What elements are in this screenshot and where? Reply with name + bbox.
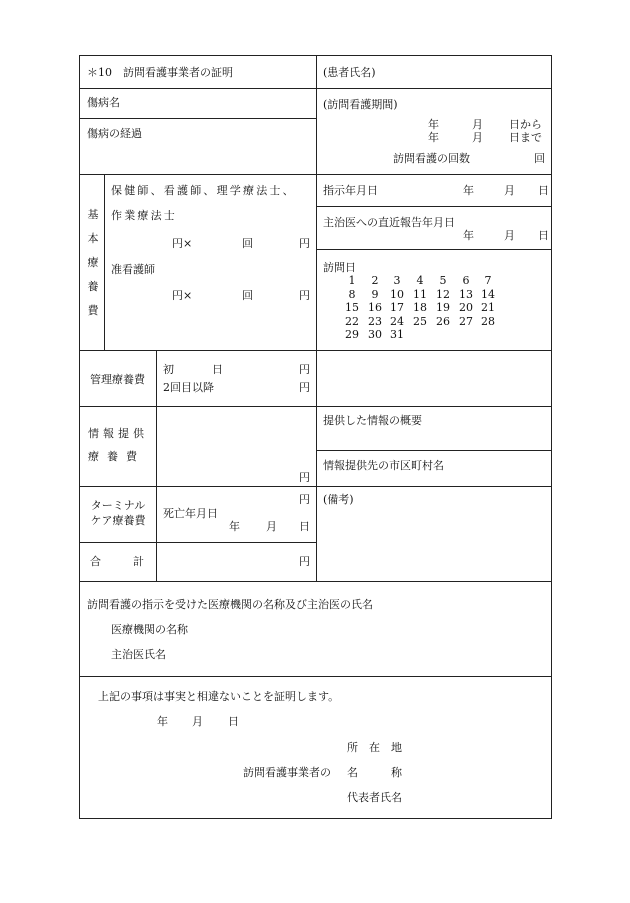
visit-day: 25 xyxy=(413,314,427,328)
terminal-fee-label-1: ターミナル xyxy=(90,499,146,512)
terminal-fee-label-2: ケア療養費 xyxy=(90,514,146,527)
rule xyxy=(80,118,317,119)
visit-day: 6 xyxy=(462,274,470,287)
visit-day: 3 xyxy=(393,274,401,287)
period-to-year: 年 xyxy=(428,131,439,144)
info-summary-label: 提供した情報の概要 xyxy=(323,414,422,427)
visit-day: 19 xyxy=(436,301,450,314)
visit-day: 22 xyxy=(345,314,359,328)
visit-day: 21 xyxy=(481,301,495,314)
visit-day: 29 xyxy=(345,328,359,341)
rule xyxy=(316,56,317,581)
instruction-year: 年 xyxy=(463,184,474,197)
death-date-label: 死亡年月日 xyxy=(163,507,218,520)
rule xyxy=(156,350,157,581)
visit-day: 15 xyxy=(345,301,359,314)
visit-day: 12 xyxy=(436,287,450,301)
instruction-day: 日 xyxy=(538,184,549,197)
info-municipality-label: 情報提供先の市区町村名 xyxy=(323,459,444,472)
period-to-day: 日まで xyxy=(509,131,542,144)
total-label-2: 計 xyxy=(133,555,144,568)
visit-day: 16 xyxy=(368,301,382,314)
visit-day: 26 xyxy=(436,314,450,328)
provider-label: 訪問看護事業者の xyxy=(243,766,331,779)
patient-name-label: (患者氏名) xyxy=(323,66,376,79)
period-to-month: 月 xyxy=(472,131,483,144)
visit-days-label: 訪問日 xyxy=(323,261,356,274)
rule xyxy=(317,450,551,451)
visit-day: 5 xyxy=(439,274,447,287)
cert-month: 月 xyxy=(192,715,203,728)
instruction-date-label: 指示年月日 xyxy=(323,184,378,197)
terminal-fee-yen: 円 xyxy=(299,493,310,506)
first-day-yen: 円 xyxy=(299,363,310,376)
period-from-year: 年 xyxy=(428,118,439,131)
rule xyxy=(104,174,105,350)
visit-count-unit: 回 xyxy=(534,152,545,165)
rule xyxy=(317,249,551,250)
visit-day: 11 xyxy=(413,287,427,301)
representative-label: 代表者氏名 xyxy=(347,791,402,804)
second-after-yen: 円 xyxy=(299,381,310,394)
cert-year: 年 xyxy=(157,715,168,728)
visit-day: 4 xyxy=(416,274,424,287)
visit-day: 23 xyxy=(368,314,382,328)
visit-day: 10 xyxy=(390,287,404,301)
provider-name-label: 名 称 xyxy=(347,766,402,779)
certification-statement: 上記の事項は事実と相違ないことを証明します。 xyxy=(98,690,340,703)
info-fee-label-2: 療養費 xyxy=(88,450,145,463)
info-fee-label-1: 情報提供 xyxy=(88,427,148,440)
visit-day: 1 xyxy=(348,274,356,287)
visit-day: 2 xyxy=(371,274,379,287)
visit-day: 18 xyxy=(413,301,427,314)
first-day-label-1: 初 xyxy=(163,363,174,376)
cert-day: 日 xyxy=(228,715,239,728)
rule xyxy=(80,542,317,543)
period-from-day: 日から xyxy=(509,118,542,131)
total-label-1: 合 xyxy=(90,555,101,568)
staff-yen-times: 円× xyxy=(172,237,193,250)
assistant-yen-times: 円× xyxy=(172,289,193,302)
period-label: (訪問看護期間) xyxy=(323,98,398,111)
death-month: 月 xyxy=(266,520,277,533)
info-fee-yen: 円 xyxy=(299,471,310,484)
rule xyxy=(80,581,551,582)
period-from-month: 月 xyxy=(472,118,483,131)
visit-day: 14 xyxy=(481,287,495,301)
institution-name-label: 医療機関の名称 xyxy=(111,623,188,636)
certification-form xyxy=(79,55,552,819)
remarks-label: (備考) xyxy=(323,493,354,506)
death-year: 年 xyxy=(229,520,240,533)
visit-day: 8 xyxy=(348,287,356,301)
visit-day: 9 xyxy=(371,287,379,301)
staff-yen: 円 xyxy=(299,237,310,250)
doctor-name-label: 主治医氏名 xyxy=(111,648,166,661)
death-day: 日 xyxy=(299,520,310,533)
staff-line-1: 保健師、看護師、理学療法士、 xyxy=(111,184,296,197)
report-month: 月 xyxy=(504,229,515,242)
visit-day: 30 xyxy=(368,328,382,341)
visit-count-label: 訪問看護の回数 xyxy=(393,152,470,165)
latest-report-label: 主治医への直近報告年月日 xyxy=(323,216,455,229)
visit-day: 17 xyxy=(390,301,404,314)
instruction-month: 月 xyxy=(504,184,515,197)
visit-day: 28 xyxy=(481,314,495,328)
visit-day: 7 xyxy=(484,274,492,287)
second-after-label: 2回目以降 xyxy=(163,381,214,394)
management-fee-label: 管理療養費 xyxy=(90,373,145,386)
disease-name-label: 傷病名 xyxy=(87,96,120,109)
report-year: 年 xyxy=(463,229,474,242)
address-label: 所 在 地 xyxy=(347,741,402,754)
staff-times: 回 xyxy=(242,237,253,250)
visit-day: 24 xyxy=(390,314,404,328)
assistant-nurse-label: 准看護師 xyxy=(111,263,155,276)
disease-course-label: 傷病の経過 xyxy=(87,127,142,140)
visit-day: 27 xyxy=(459,314,473,328)
visit-day: 13 xyxy=(459,287,473,301)
form-title: ＊10 訪問看護事業者の証明 xyxy=(87,66,233,79)
total-yen: 円 xyxy=(299,555,310,568)
visit-day: 20 xyxy=(459,301,473,314)
basic-fee-label: 基 本 療 養 費 xyxy=(87,208,99,317)
assistant-yen: 円 xyxy=(299,289,310,302)
report-day: 日 xyxy=(538,229,549,242)
assistant-times: 回 xyxy=(242,289,253,302)
visit-day: 31 xyxy=(390,328,404,341)
first-day-label-2: 日 xyxy=(212,363,223,376)
institution-heading: 訪問看護の指示を受けた医療機関の名称及び主治医の氏名 xyxy=(87,598,373,611)
rule xyxy=(80,676,551,677)
staff-line-2: 作業療法士 xyxy=(111,209,177,222)
rule xyxy=(317,206,551,207)
